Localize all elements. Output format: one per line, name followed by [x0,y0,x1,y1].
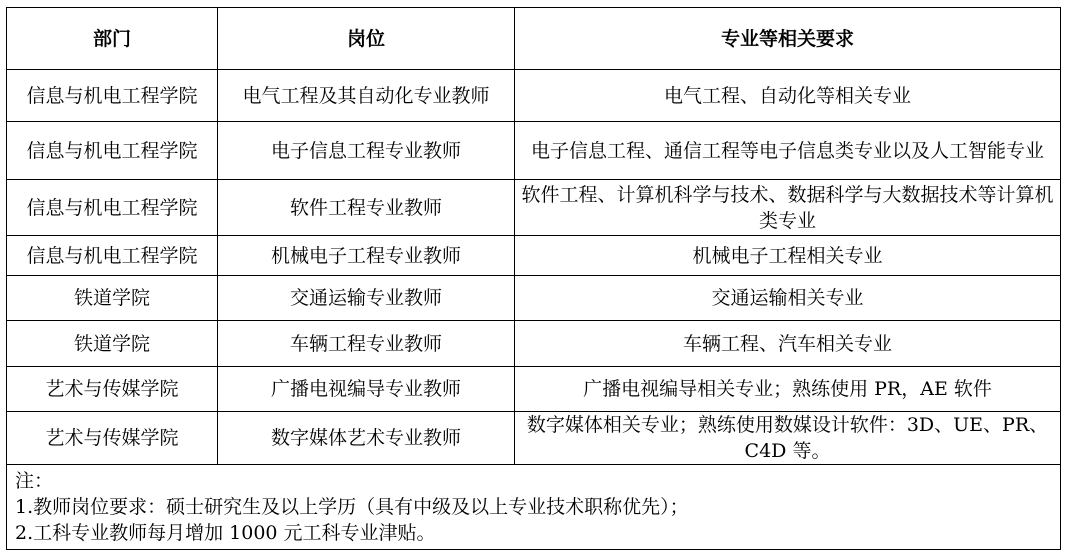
department-cell: 信息与机电工程学院 [7,70,218,122]
header-position: 岗位 [218,8,515,70]
department-cell: 信息与机电工程学院 [7,236,218,276]
notes-title: 注： [15,470,54,492]
requirement-cell: 数字媒体相关专业；熟练使用数媒设计软件：3D、UE、PR、C4D 等。 [515,412,1061,465]
table-row [7,367,1061,412]
header-requirement: 专业等相关要求 [515,8,1061,70]
table-row [7,321,1061,367]
note-item-2: 2.工科专业教师每月增加 1000 元工科专业津贴。 [15,522,436,544]
notes-row [7,465,1061,550]
header-department: 部门 [7,8,218,70]
position-cell: 广播电视编导专业教师 [218,367,515,412]
department-cell: 信息与机电工程学院 [7,122,218,180]
requirement-cell: 车辆工程、汽车相关专业 [515,321,1061,367]
position-cell: 车辆工程专业教师 [218,321,515,367]
requirement-cell: 交通运输相关专业 [515,276,1061,321]
department-cell: 艺术与传媒学院 [7,412,218,465]
position-cell: 机械电子工程专业教师 [218,236,515,276]
department-cell: 艺术与传媒学院 [7,367,218,412]
requirement-cell: 广播电视编导相关专业；熟练使用 PR，AE 软件 [515,367,1061,412]
table-row [7,122,1061,180]
position-cell: 电子信息工程专业教师 [218,122,515,180]
table-row [7,70,1061,122]
requirement-cell: 电气工程、自动化等相关专业 [515,70,1061,122]
header-row [7,8,1061,70]
department-cell: 铁道学院 [7,276,218,321]
requirement-cell: 软件工程、计算机科学与技术、数据科学与大数据技术等计算机类专业 [515,180,1061,236]
table-row [7,412,1061,465]
requirement-cell: 机械电子工程相关专业 [515,236,1061,276]
department-cell: 铁道学院 [7,321,218,367]
requirement-cell: 电子信息工程、通信工程等电子信息类专业以及人工智能专业 [515,122,1061,180]
table-row [7,180,1061,236]
position-cell: 交通运输专业教师 [218,276,515,321]
notes-cell [7,465,1061,550]
note-item-1: 1.教师岗位要求：硕士研究生及以上学历（具有中级及以上专业技术职称优先）； [15,496,689,518]
position-cell: 电气工程及其自动化专业教师 [218,70,515,122]
table-row [7,276,1061,321]
recruitment-table [6,7,1061,550]
department-cell: 信息与机电工程学院 [7,180,218,236]
table-row [7,236,1061,276]
position-cell: 软件工程专业教师 [218,180,515,236]
position-cell: 数字媒体艺术专业教师 [218,412,515,465]
